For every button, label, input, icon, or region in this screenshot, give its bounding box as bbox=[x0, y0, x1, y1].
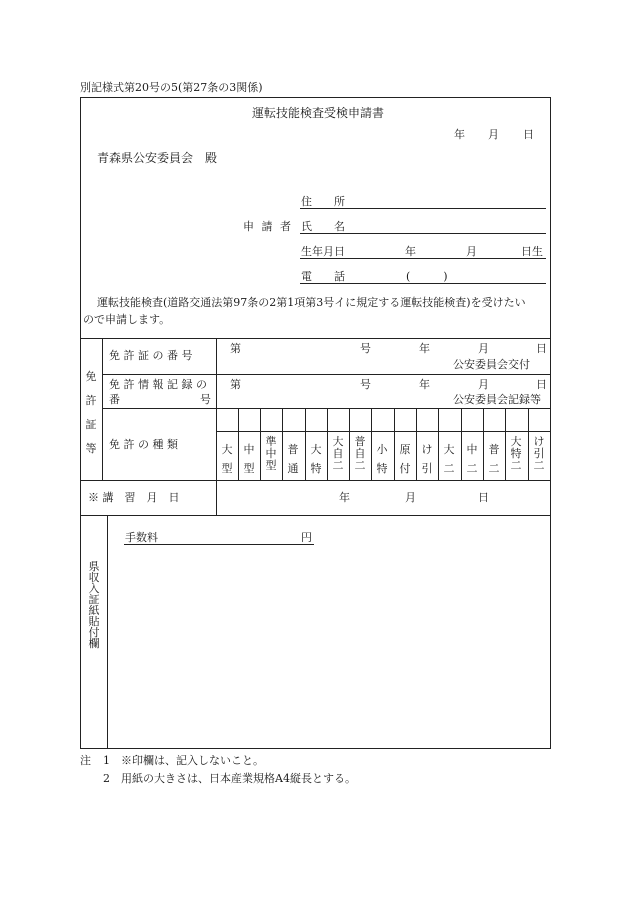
course-date-label: ※ 講 習 月 日 bbox=[88, 491, 180, 504]
note-2-num: 2 bbox=[103, 772, 110, 785]
license-type-junchugata[interactable]: 準 中 型 bbox=[265, 435, 277, 472]
license-type-chugata[interactable]: 中 型 bbox=[243, 443, 255, 475]
name-line[interactable] bbox=[300, 233, 546, 234]
dob-year: 年 bbox=[405, 245, 416, 258]
divider bbox=[216, 431, 551, 432]
license-type-futsu[interactable]: 普 通 bbox=[287, 443, 299, 475]
addressee: 青森県公安委員会 殿 bbox=[97, 151, 218, 165]
stamp-area-label: 県 収 入 証 紙 貼 付 欄 bbox=[88, 560, 100, 650]
fee-label: 手数料 bbox=[125, 531, 158, 544]
dob-line[interactable] bbox=[300, 258, 546, 259]
date-month: 月 bbox=[488, 128, 499, 141]
license-types-label: 免 許 の 種 類 bbox=[109, 438, 178, 451]
date-year: 年 bbox=[454, 128, 465, 141]
course-year: 年 bbox=[339, 491, 350, 504]
course-month: 月 bbox=[405, 491, 416, 504]
license-type-kehikini[interactable]: け 引 二 bbox=[533, 435, 545, 472]
address-label: 住 所 bbox=[301, 195, 345, 208]
address-line[interactable] bbox=[300, 208, 546, 209]
license-type-gentsuki[interactable]: 原 付 bbox=[399, 443, 411, 475]
license-type-ogata[interactable]: 大 型 bbox=[221, 443, 233, 475]
license-type-daitokuni[interactable]: 大 特 二 bbox=[510, 435, 522, 472]
name-label: 氏 名 bbox=[301, 220, 345, 233]
license-record-go: 号 bbox=[360, 378, 371, 391]
license-type-chuni[interactable]: 中 二 bbox=[466, 443, 478, 475]
statement-line-1: 運転技能検査(道路交通法第97条の2第1項第3号イに規定する運転技能検査)を受けたい bbox=[97, 296, 526, 309]
license-type-fujini[interactable]: 普 自 二 bbox=[354, 435, 366, 472]
statement-line-2: ので申請します。 bbox=[83, 313, 171, 326]
license-type-kehiki[interactable]: け 引 bbox=[421, 443, 433, 475]
form-title: 運転技能検査受検申請書 bbox=[252, 106, 385, 120]
license-number-month: 月 bbox=[478, 342, 489, 355]
license-number-label: 免 許 証 の 番 号 bbox=[109, 349, 193, 362]
license-type-daini[interactable]: 大 二 bbox=[443, 443, 455, 475]
license-type-futsuni[interactable]: 普 二 bbox=[488, 443, 500, 475]
divider bbox=[102, 338, 103, 480]
fee-line[interactable] bbox=[124, 544, 314, 545]
note-1-text: ※印欄は、記入しないこと。 bbox=[121, 754, 264, 767]
notes-prefix: 注 bbox=[80, 754, 91, 767]
license-section-label: 免 許 証 等 bbox=[85, 370, 97, 455]
phone-line[interactable] bbox=[300, 283, 546, 284]
license-number-issuer: 公安委員会交付 bbox=[453, 358, 530, 371]
dob-day: 日生 bbox=[521, 245, 543, 258]
note-1-num: 1 bbox=[103, 754, 110, 767]
license-record-dai: 第 bbox=[230, 378, 241, 391]
license-number-dai: 第 bbox=[230, 342, 241, 355]
license-type-daijini[interactable]: 大 自 二 bbox=[332, 435, 344, 472]
dob-label: 生年月日 bbox=[301, 245, 345, 258]
license-record-year: 年 bbox=[419, 378, 430, 391]
divider bbox=[80, 480, 551, 481]
license-record-label-2b: 号 bbox=[200, 393, 211, 406]
divider bbox=[80, 515, 551, 516]
dob-month: 月 bbox=[466, 245, 477, 258]
license-record-label-1: 免 許 情 報 記 録 の bbox=[109, 378, 207, 391]
license-number-year: 年 bbox=[419, 342, 430, 355]
license-type-kotoku[interactable]: 小 特 bbox=[376, 443, 388, 475]
divider bbox=[102, 374, 551, 375]
license-number-go: 号 bbox=[360, 342, 371, 355]
stamp-paste-area[interactable] bbox=[108, 550, 550, 748]
license-record-issuer: 公安委員会記録等 bbox=[453, 393, 541, 406]
license-type-daitoku[interactable]: 大 特 bbox=[310, 443, 322, 475]
course-day: 日 bbox=[478, 491, 489, 504]
license-number-day: 日 bbox=[536, 342, 547, 355]
license-record-day: 日 bbox=[536, 378, 547, 391]
phone-paren: ( ) bbox=[406, 270, 448, 283]
date-day: 日 bbox=[523, 128, 534, 141]
license-record-label-2a: 番 bbox=[109, 393, 120, 406]
note-2-text: 用紙の大きさは、日本産業規格A4縦長とする。 bbox=[121, 772, 356, 785]
divider bbox=[80, 338, 551, 339]
fee-unit: 円 bbox=[301, 531, 312, 544]
form-reference: 別記様式第20号の5(第27条の3関係) bbox=[80, 81, 263, 94]
phone-label: 電 話 bbox=[301, 270, 345, 283]
license-record-month: 月 bbox=[478, 378, 489, 391]
applicant-label: 申 請 者 bbox=[243, 220, 293, 233]
divider bbox=[216, 338, 217, 515]
